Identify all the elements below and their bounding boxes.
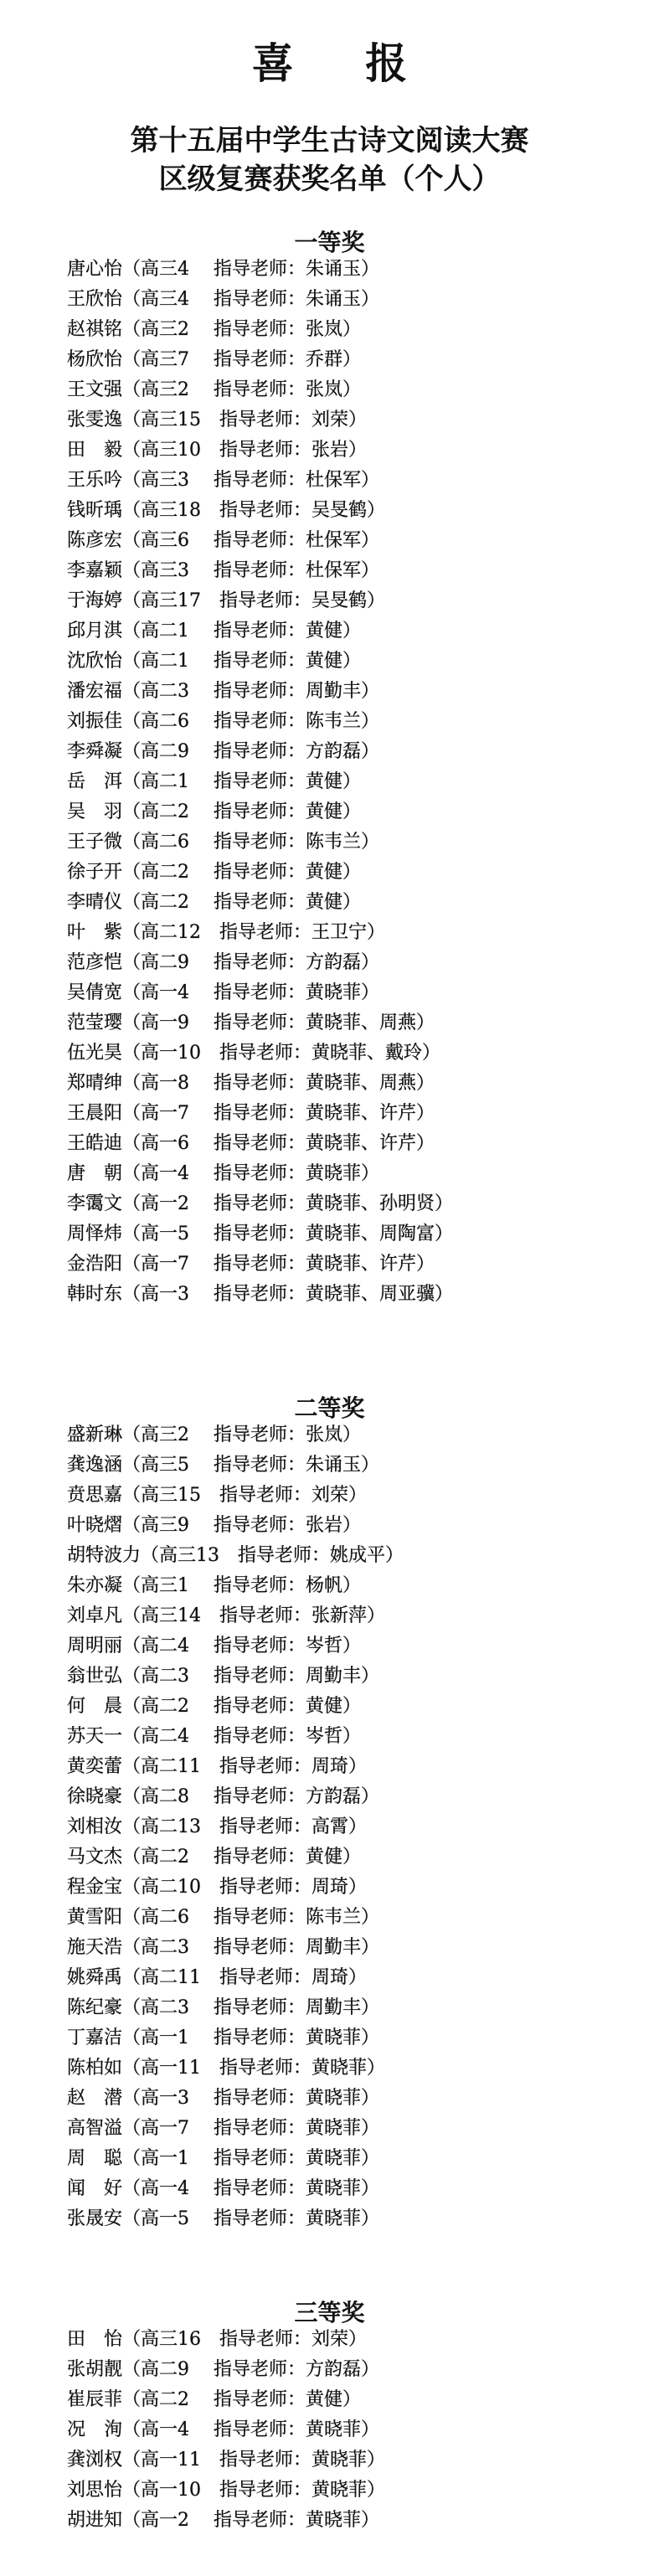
second-prize-heading: 二等奖 [294,1394,365,1422]
winner-entry: 范莹璎（高一9 指导老师：黄晓菲、周燕） [67,1012,435,1033]
competition-name: 第十五届中学生古诗文阅读大赛 [130,124,529,157]
winner-entry: 朱亦凝（高三1 指导老师：杨帆） [67,1575,361,1596]
winner-entry: 黄奕蕾（高二11 指导老师：周琦） [67,1756,367,1777]
winner-entry: 叶晓熠（高三9 指导老师：张岩） [67,1515,361,1536]
winner-entry: 范彦恺（高二9 指导老师：方韵磊） [67,952,379,973]
winner-entry: 胡进知（高一2 指导老师：黄晓菲） [67,2510,379,2531]
winner-entry: 于海婷（高三17 指导老师：吴旻鹤） [67,590,385,611]
winner-entry: 刘相汝（高二13 指导老师：高霄） [67,1816,367,1837]
winner-entry: 张雯逸（高三15 指导老师：刘荣） [67,410,367,430]
winner-entry: 黄雪阳（高二6 指导老师：陈韦兰） [67,1907,379,1928]
third-prize-heading: 三等奖 [294,2299,365,2326]
winner-entry: 沈欣怡（高二1 指导老师：黄健） [67,651,361,672]
winner-entry: 闻 好（高一4 指导老师：黄晓菲） [67,2178,379,2199]
winner-entry: 贲思嘉（高三15 指导老师：刘荣） [67,1485,367,1506]
winner-entry: 况 洵（高一4 指导老师：黄晓菲） [67,2419,379,2440]
winner-entry: 赵 潜（高一3 指导老师：黄晓菲） [67,2088,379,2109]
winner-entry: 邱月淇（高二1 指导老师：黄健） [67,621,361,641]
winner-entry: 吴倩宽（高一4 指导老师：黄晓菲） [67,982,379,1003]
winner-entry: 金浩阳（高一7 指导老师：黄晓菲、许芹） [67,1254,435,1275]
winner-entry: 王乐吟（高三3 指导老师：杜保军） [67,470,379,491]
page-title: 喜 报 [251,39,436,88]
winner-entry: 丁嘉洁（高一1 指导老师：黄晓菲） [67,2027,379,2048]
winner-entry: 王皓迪（高一6 指导老师：黄晓菲、许芹） [67,1133,435,1154]
winner-entry: 吴 羽（高二2 指导老师：黄健） [67,801,361,822]
winner-entry: 周怿炜（高一5 指导老师：黄晓菲、周陶富） [67,1224,453,1244]
winner-entry: 叶 紫（高二12 指导老师：王卫宁） [67,922,385,943]
winner-entry: 陈柏如（高一11 指导老师：黄晓菲） [67,2058,385,2079]
list-subtitle: 区级复赛获奖名单（个人） [158,162,501,196]
winner-entry: 刘卓凡（高三14 指导老师：张新萍） [67,1605,385,1626]
winner-entry: 刘思怡（高一10 指导老师：黄晓菲） [67,2480,385,2501]
winner-entry: 王子微（高二6 指导老师：陈韦兰） [67,832,379,853]
first-prize-heading: 一等奖 [294,229,365,256]
winner-entry: 徐晓豪（高二8 指导老师：方韵磊） [67,1786,379,1807]
winner-entry: 翁世弘（高二3 指导老师：周勤丰） [67,1666,379,1687]
winner-entry: 苏天一（高二4 指导老师：岑哲） [67,1726,361,1747]
winner-entry: 伍光昊（高一10 指导老师：黄晓菲、戴玲） [67,1043,440,1064]
winner-entry: 崔辰菲（高二2 指导老师：黄健） [67,2389,361,2410]
winner-entry: 田 怡（高三16 指导老师：刘荣） [67,2329,367,2350]
winner-entry: 刘振佳（高二6 指导老师：陈韦兰） [67,711,379,732]
winner-entry: 周 聪（高一1 指导老师：黄晓菲） [67,2148,379,2169]
winner-entry: 盛新琳（高三2 指导老师：张岚） [67,1425,361,1445]
winner-entry: 王文强（高三2 指导老师：张岚） [67,379,361,400]
winner-entry: 程金宝（高二10 指导老师：周琦） [67,1877,367,1898]
winner-entry: 李舜凝（高二9 指导老师：方韵磊） [67,741,379,762]
winner-entry: 高智溢（高一7 指导老师：黄晓菲） [67,2118,379,2139]
winner-entry: 郑晴绅（高一8 指导老师：黄晓菲、周燕） [67,1073,435,1094]
winner-entry: 张晟安（高一5 指导老师：黄晓菲） [67,2208,379,2229]
winner-entry: 李晴仪（高二2 指导老师：黄健） [67,892,361,913]
winner-entry: 王欣怡（高三4 指导老师：朱诵玉） [67,289,379,310]
winner-entry: 姚舜禹（高二11 指导老师：周琦） [67,1967,367,1988]
winner-entry: 马文杰（高二2 指导老师：黄健） [67,1847,361,1868]
winner-entry: 韩时东（高一3 指导老师：黄晓菲、周亚骥） [67,1284,453,1305]
winner-entry: 施天浩（高二3 指导老师：周勤丰） [67,1937,379,1958]
winner-entry: 杨欣怡（高三7 指导老师：乔群） [67,349,361,370]
winner-entry: 潘宏福（高二3 指导老师：周勤丰） [67,681,379,702]
winner-entry: 张胡靓（高二9 指导老师：方韵磊） [67,2359,379,2380]
winner-entry: 田 毅（高三10 指导老师：张岩） [67,440,367,461]
winner-entry: 胡特波力（高三13 指导老师：姚成平） [67,1545,404,1566]
winner-entry: 赵祺铭（高三2 指导老师：张岚） [67,319,361,340]
winner-entry: 唐心怡（高三4 指导老师：朱诵玉） [67,259,379,280]
winner-entry: 陈纪豪（高二3 指导老师：周勤丰） [67,1997,379,2018]
winner-entry: 何 晨（高二2 指导老师：黄健） [67,1696,361,1717]
winner-entry: 徐子开（高二2 指导老师：黄健） [67,862,361,883]
winner-entry: 岳 洱（高二1 指导老师：黄健） [67,771,361,792]
winner-entry: 李嘉颖（高三3 指导老师：杜保军） [67,560,379,581]
second-prize-list [67,1420,636,2234]
winner-entry: 李霭文（高一2 指导老师：黄晓菲、孙明贤） [67,1193,453,1214]
winner-entry: 周明丽（高二4 指导老师：岑哲） [67,1636,361,1656]
winner-entry: 陈彦宏（高三6 指导老师：杜保军） [67,530,379,551]
winner-entry: 龚逸涵（高三5 指导老师：朱诵玉） [67,1455,379,1476]
winner-entry: 钱昕瑀（高三18 指导老师：吴旻鹤） [67,500,385,521]
first-prize-list [67,255,636,1310]
winner-entry: 龚浏权（高一11 指导老师：黄晓菲） [67,2450,385,2470]
winner-entry: 王晨阳（高一7 指导老师：黄晓菲、许芹） [67,1103,435,1124]
third-prize-list [67,2325,636,2536]
winner-entry: 唐 朝（高一4 指导老师：黄晓菲） [67,1163,379,1184]
